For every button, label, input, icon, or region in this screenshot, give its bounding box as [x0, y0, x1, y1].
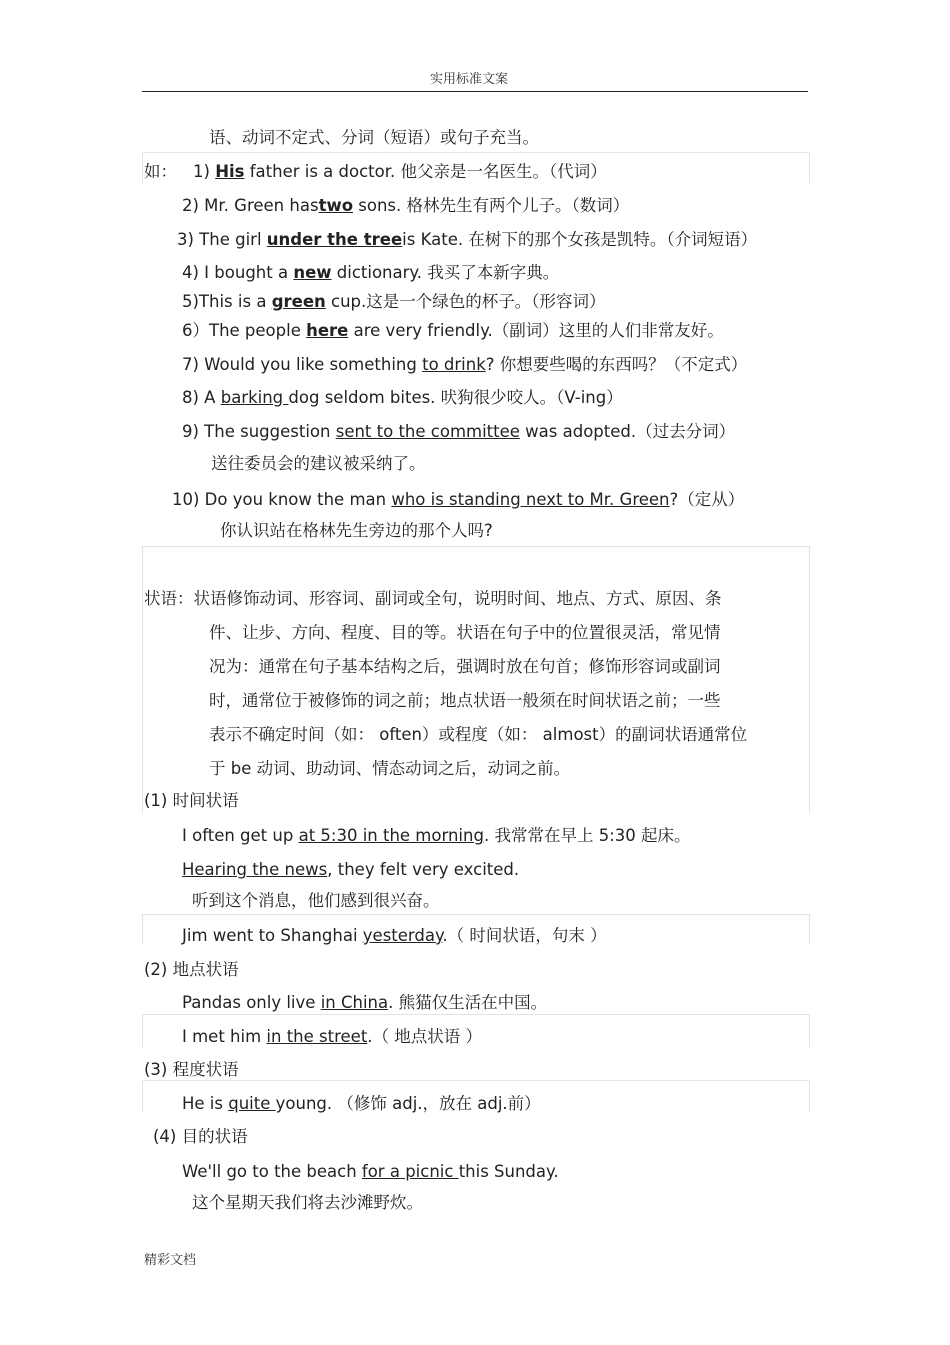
- definition-line: 况为：通常在句子基本结构之后，强调时放在句首；修饰形容词或副词: [209, 657, 721, 676]
- example-9-translation: 送往委员会的建议被采纳了。: [211, 454, 426, 473]
- example-10: 10) Do you know the man who is standing next to Mr. Green?（定从）: [172, 490, 745, 509]
- adverbial-definition: [209, 616, 799, 786]
- place-sentence-1: Pandas only live in China. 熊猫仅生活在中国。: [182, 993, 548, 1012]
- adverbial-label: 状语：: [144, 589, 194, 608]
- examples-lead: 如：: [144, 162, 177, 181]
- key-phrase: two: [318, 196, 354, 215]
- example-8: 8) A barking dog seldom bites. 吠狗很少咬人。（V-ing）: [182, 388, 623, 407]
- degree-sentence-1: He is quite young. （修饰 adj.，放在 adj.前）: [182, 1094, 541, 1113]
- example-1: 如： 1) His father is a doctor. 他父亲是一名医生。（代词）: [144, 162, 607, 181]
- key-phrase: to drink: [422, 355, 486, 374]
- key-phrase: for a picnic: [361, 1162, 459, 1181]
- key-phrase: who is standing next to Mr. Green: [391, 490, 670, 509]
- key-phrase: green: [271, 292, 326, 311]
- intro-line: 语、动词不定式、分词（短语）或句子充当。: [209, 128, 539, 147]
- example-10-translation: 你认识站在格林先生旁边的那个人吗?: [220, 521, 493, 540]
- example-3: 3) The girl under the treeis Kate. 在树下的那个女孩是凯特。（介词短语）: [177, 230, 758, 249]
- key-phrase: sent to the committee: [335, 422, 520, 441]
- example-6: 6）The people here are very friendly.（副词）这里的人们非常友好。: [182, 321, 724, 340]
- definition-line: 表示不确定时间（如： often）或程度（如： almost）的副词状语通常位: [209, 725, 748, 744]
- time-sentence-2-translation: 听到这个消息，他们感到很兴奋。: [192, 891, 440, 910]
- key-phrase: here: [306, 321, 349, 340]
- key-phrase: His: [215, 162, 245, 181]
- purpose-sentence-1-translation: 这个星期天我们将去沙滩野炊。: [192, 1193, 423, 1212]
- section-heading-time: (1) 时间状语: [144, 791, 239, 810]
- page-header: 实用标准文案: [430, 72, 509, 87]
- definition-line: 于 be 动词、助动词、情态动词之后，动词之前。: [209, 759, 571, 778]
- key-phrase: barking: [220, 388, 289, 407]
- key-phrase: yesterday: [362, 926, 443, 945]
- example-5: 5)This is a green cup.这是一个绿色的杯子。（形容词）: [182, 292, 606, 311]
- time-sentence-3: Jim went to Shanghai yesterday.（ 时间状语，句末 ）: [182, 926, 607, 945]
- definition-line: 时，通常位于被修饰的词之前；地点状语一般须在时间状语之前；一些: [209, 691, 721, 710]
- header-rule: [142, 91, 808, 92]
- example-7: 7) Would you like something to drink? 你想要些喝的东西吗？（不定式）: [182, 355, 748, 374]
- key-phrase: in China: [320, 993, 389, 1012]
- section-heading-degree: (3) 程度状语: [144, 1060, 239, 1079]
- section-heading-place: (2) 地点状语: [144, 960, 239, 979]
- key-phrase: quite: [228, 1094, 276, 1113]
- example-9: 9) The suggestion sent to the committee was adopted.（过去分词）: [182, 422, 736, 441]
- key-phrase: at 5:30 in the morning: [298, 826, 484, 845]
- time-sentence-2: Hearing the news, they felt very excited.: [182, 860, 520, 879]
- purpose-sentence-1: We'll go to the beach for a picnic this Sunday.: [182, 1162, 559, 1181]
- page-footer: 精彩文档: [144, 1253, 197, 1268]
- time-sentence-1: I often get up at 5:30 in the morning. 我常常在早上 5:30 起床。: [182, 826, 691, 845]
- example-4: 4) I bought a new dictionary. 我买了本新字典。: [182, 263, 560, 282]
- example-2: 2) Mr. Green hastwo sons. 格林先生有两个儿子。（数词）: [182, 196, 630, 215]
- place-sentence-2: I met him in the street.（ 地点状语 ）: [182, 1027, 483, 1046]
- key-phrase: in the street: [266, 1027, 368, 1046]
- key-phrase: Hearing the news: [182, 860, 328, 879]
- key-phrase: new: [293, 263, 332, 282]
- section-heading-purpose: (4) 目的状语: [153, 1127, 248, 1146]
- definition-line: 件、让步、方向、程度、目的等。状语在句子中的位置很灵活，常见情: [209, 623, 721, 642]
- adverbial-definition-first-line: 状语：状语修饰动词、形容词、副词或全句，说明时间、地点、方式、原因、条: [144, 589, 722, 608]
- key-phrase: under the tree: [266, 230, 403, 249]
